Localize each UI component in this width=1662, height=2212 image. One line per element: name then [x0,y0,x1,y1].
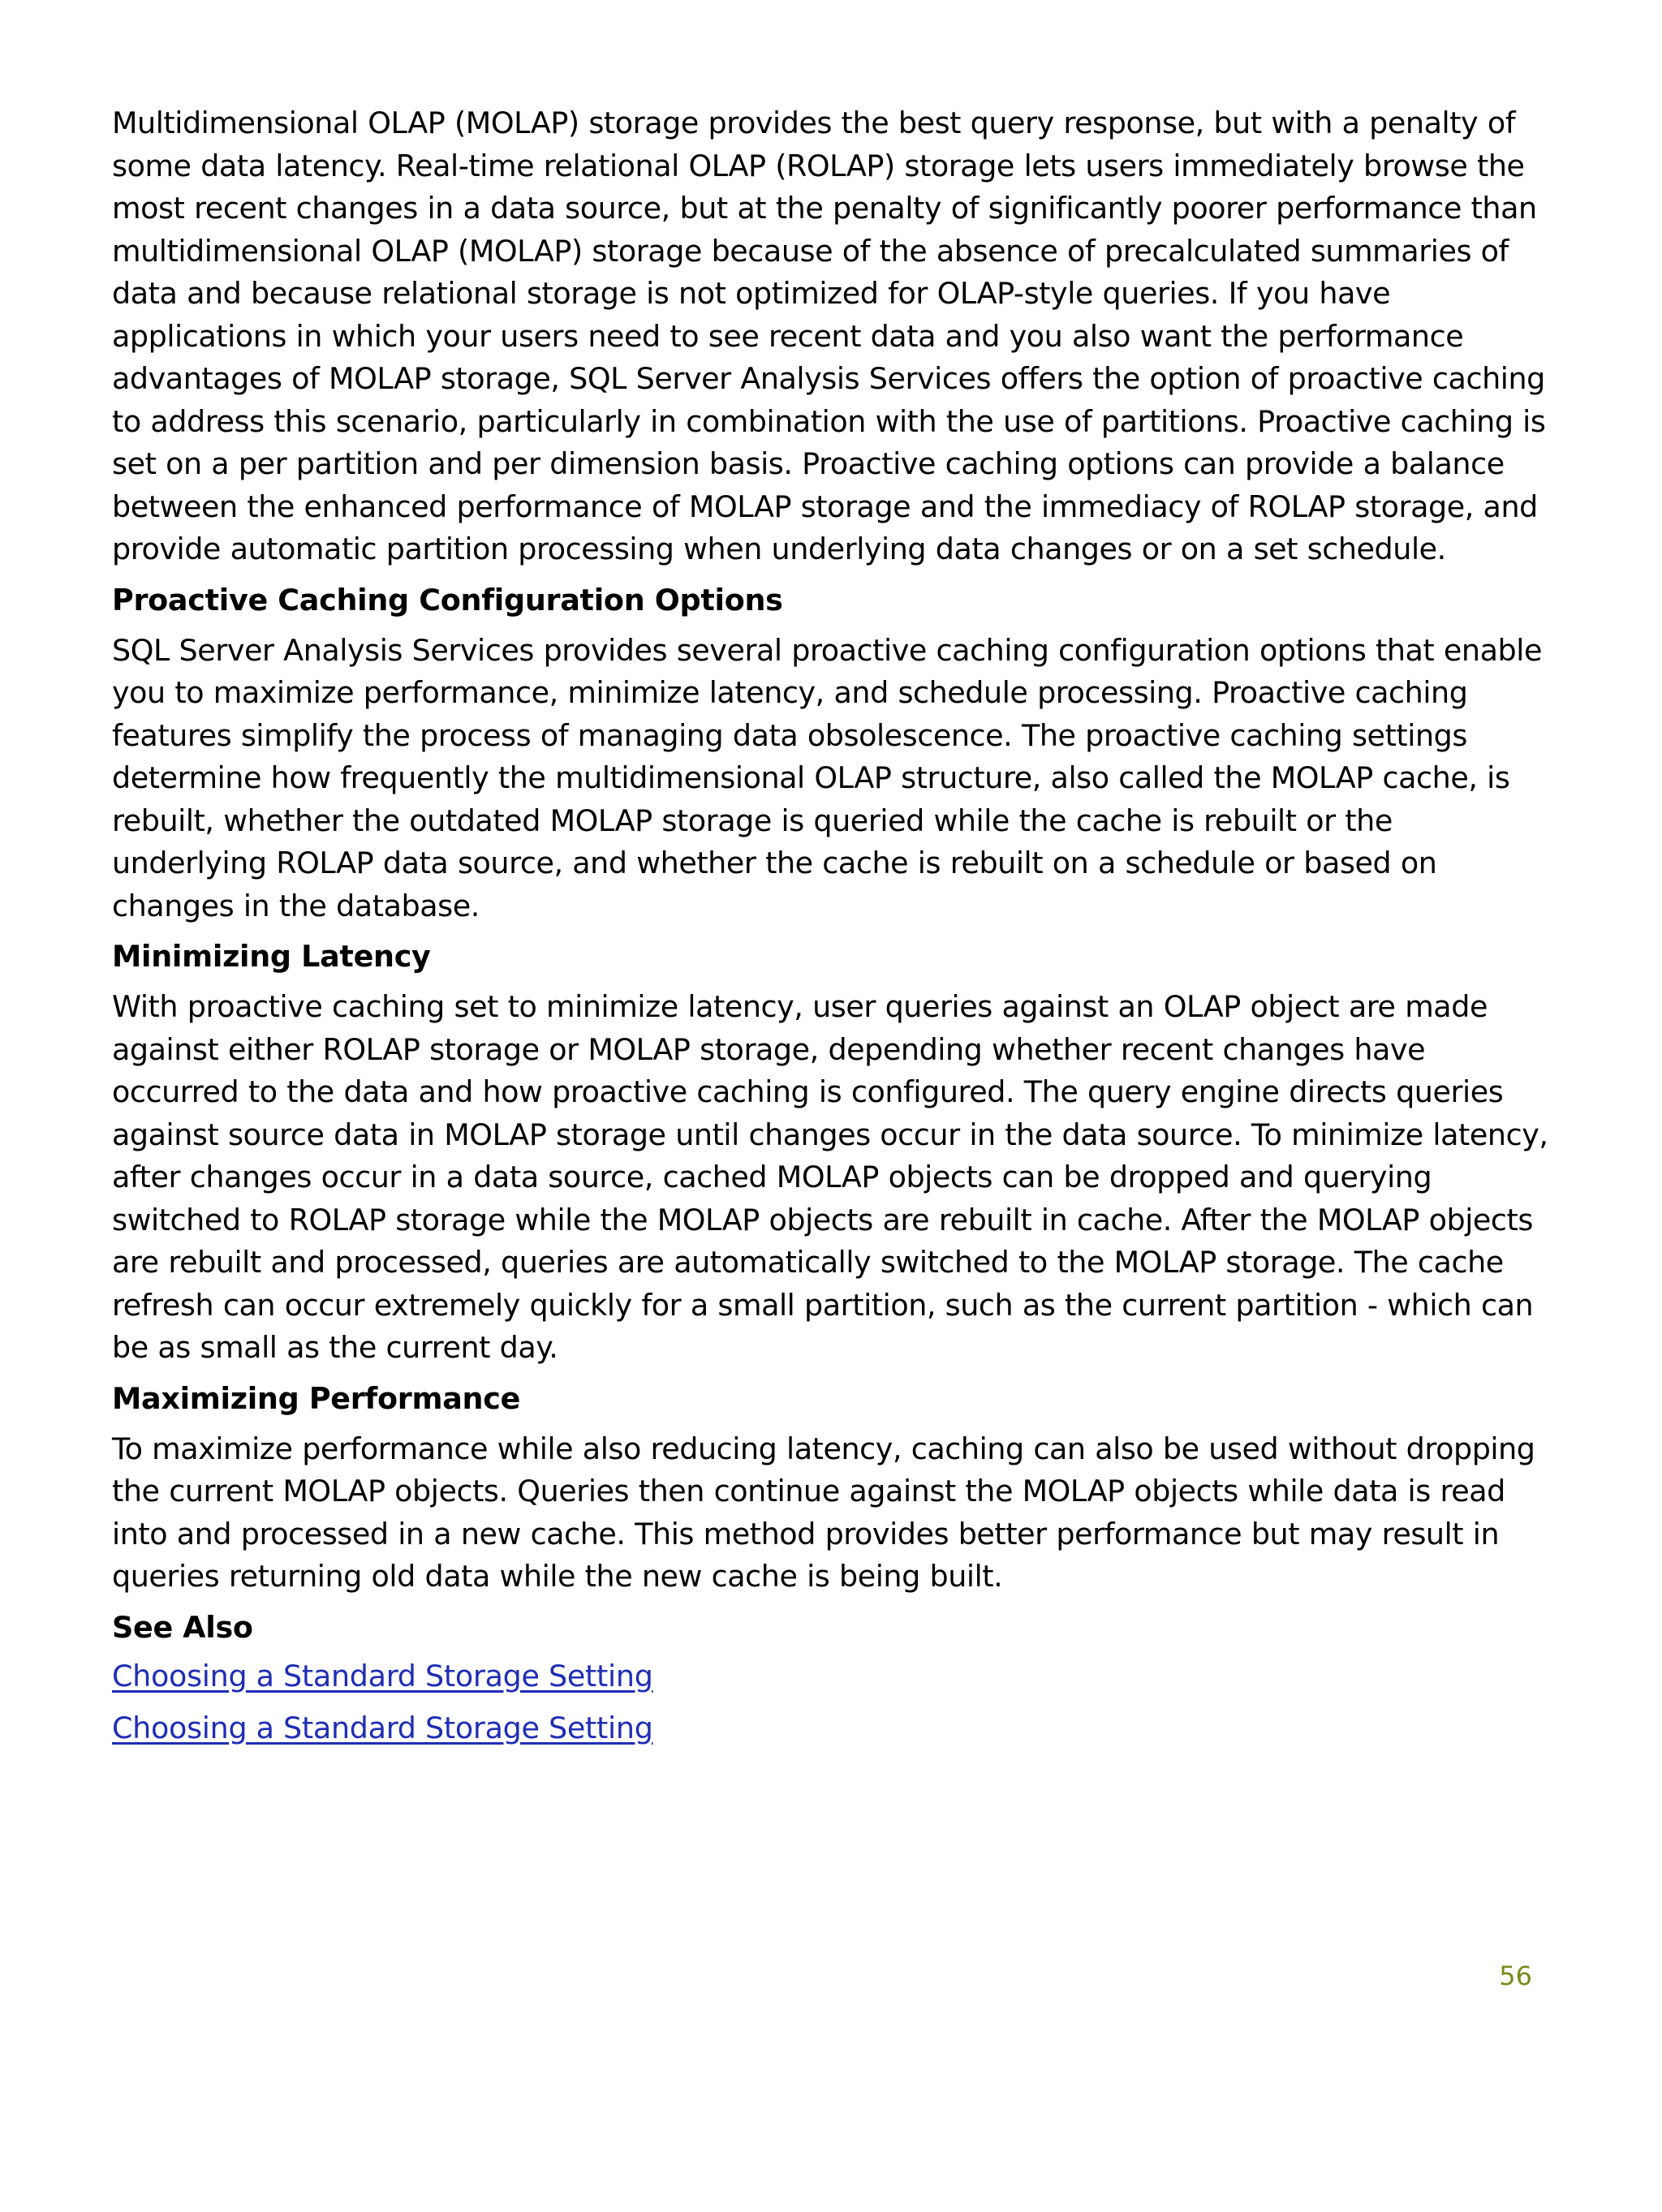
see-also-link-2[interactable]: Choosing a Standard Storage Setting [112,1710,653,1745]
intro-paragraph: Multidimensional OLAP (MOLAP) storage provides the best query response, but with a penalty of some data latency. Real-time relational OLAP (ROLAP) storage lets users immediately browse the most recent changes in a data source, but at the penalty of significantly poorer performance than multidimensional OLAP (MOLAP) storage because of the absence of precalculated summaries of data and because relational storage is not optimized for OLAP-style queries. If you have applications in which your users need to see recent data and you also want the performance advantages of MOLAP storage, SQL Server Analysis Services offers the option of proactive caching to address this scenario, particularly in combination with the use of partitions. Proactive caching is set on a per partition and per dimension basis. Proactive caching options can provide a balance between the enhanced performance of MOLAP storage and the immediacy of ROLAP storage, and provide automatic partition processing when underlying data changes or on a set schedule. [112,105,1546,566]
document-page [112,102,1548,1749]
page-number: 56 [1499,1960,1532,1991]
section-heading-minimizing-latency: Minimizing Latency [112,939,431,974]
section-paragraph-maximizing-performance: To maximize performance while also reducing latency, caching can also be used without dropping the current MOLAP objects. Queries then continue against the MOLAP objects while data is read into and processed in a new cache. This method provides better performance but may result in queries returning old data while the new cache is being built. [112,1431,1535,1594]
section-paragraph-minimizing-latency: With proactive caching set to minimize latency, user queries against an OLAP object are made against either ROLAP storage or MOLAP storage, depending whether recent changes have occurred to the data and how proactive caching is configured. The query engine directs queries against source data in MOLAP storage until changes occur in the data source. To minimize latency, after changes occur in a data source, cached MOLAP objects can be dropped and querying switched to ROLAP storage while the MOLAP objects are rebuilt in cache. After the MOLAP objects are rebuilt and processed, queries are automatically switched to the MOLAP storage. The cache refresh can occur extremely quickly for a small partition, such as the current partition - which can be as small as the current day. [112,989,1548,1365]
section-heading-proactive-caching-configuration: Proactive Caching Configuration Options [112,582,783,618]
section-paragraph-proactive-caching-configuration: SQL Server Analysis Services provides several proactive caching configuration options that enable you to maximize performance, minimize latency, and schedule processing. Proactive caching features simplify the process of managing data obsolescence. The proactive caching settings determine how frequently the multidimensional OLAP structure, also called the MOLAP cache, is rebuilt, whether the outdated MOLAP storage is queried while the cache is rebuilt or the underlying ROLAP data source, and whether the cache is rebuilt on a schedule or based on changes in the database. [112,632,1542,923]
section-heading-maximizing-performance: Maximizing Performance [112,1380,521,1416]
see-also-links [112,1655,1548,1749]
see-also-link-1[interactable]: Choosing a Standard Storage Setting [112,1658,653,1693]
see-also-heading: See Also [112,1609,253,1645]
